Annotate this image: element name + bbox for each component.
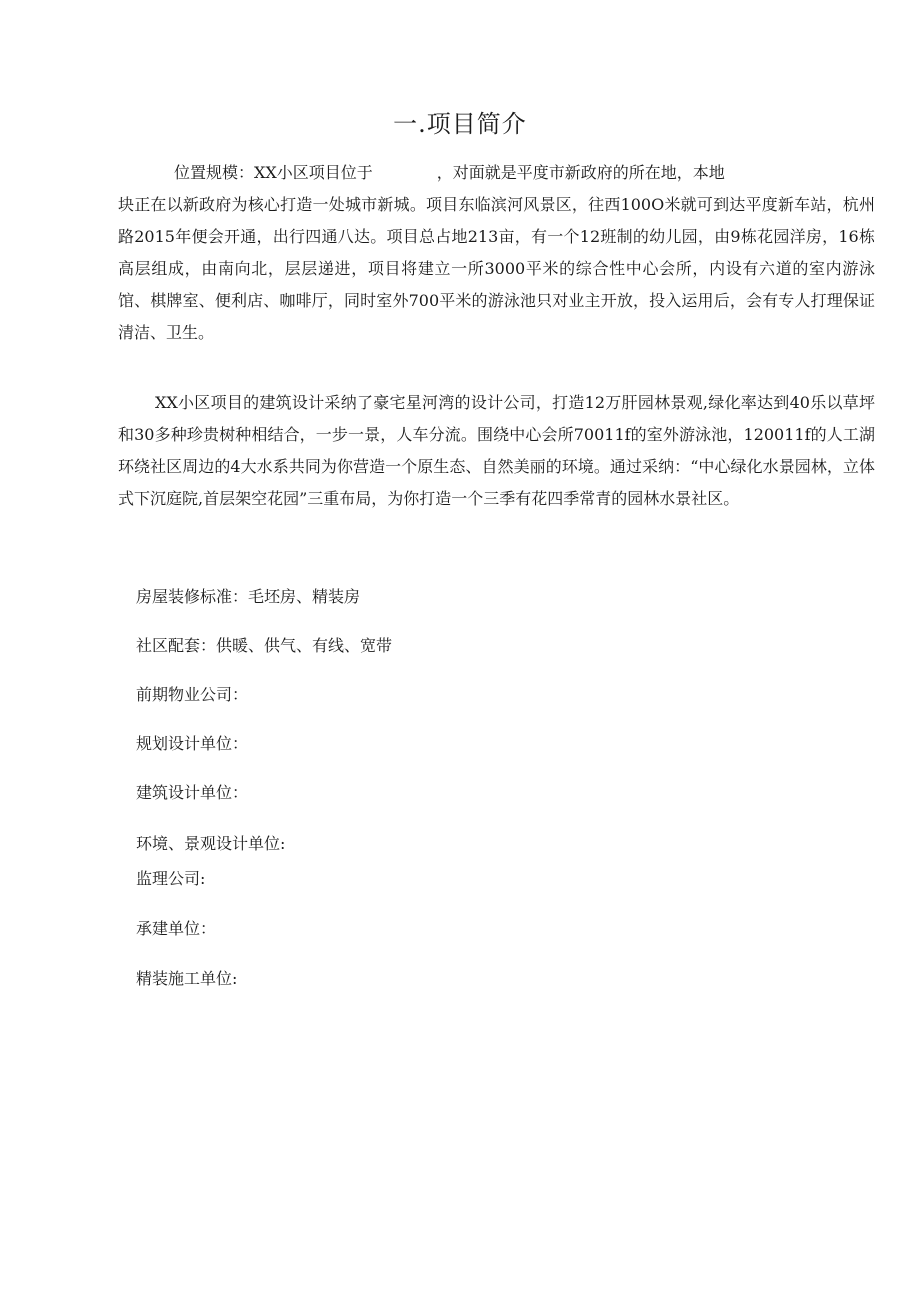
field-supervision-company: 监理公司: [136,869,206,888]
field-community-facilities: 社区配套：供暖、供气、有线、宽带 [136,636,393,655]
location-line1-start: 位置规模：XX小区项目位于 [174,163,373,182]
field-planning-designer: 规划设计单位： [136,734,249,753]
field-landscape-designer: 环境、景观设计单位: [136,834,286,853]
location-line1-end: ，对面就是平度市新政府的所在地，本地 [436,163,725,182]
field-decoration-standard: 房屋装修标准：毛坯房、精装房 [136,587,361,606]
field-fitout-contractor: 精装施工单位: [136,969,238,988]
field-architecture-designer: 建筑设计单位： [136,783,249,802]
location-rest: 块正在以新政府为核心打造一处城市新城。项目东临滨河风景区，往西100O米就可到达平度新车站，杭州路2015年便会开通，出行四通八达。项目总占地213亩，有一个12班制的幼儿园，由9栋花园洋房，16栋高层组成，由南向北，层层递进，项目将建立一所3000平米的综合性中心会所，内设有六道的室内游泳馆、棋牌室、便利店、咖啡厅，同时室外700平米的游泳池只对业主开放，投入运用后，会有专人打理保证清洁、卫生。 [118,195,875,342]
location-paragraph [118,157,875,349]
field-property-company: 前期物业公司： [136,685,249,704]
page-title: 一.项目简介 [393,110,527,138]
design-paragraph: XX小区项目的建筑设计采纳了豪宅星河湾的设计公司，打造12万肝园林景观,绿化率达到40乐以草坪和30多种珍贵树种相结合，一步一景，人车分流。围绕中心会所70011f的室外游泳池，120011f的人工湖环绕社区周边的4大水系共同为你营造一个原生态、自然美丽的环境。通过采纳：“中心绿化水景园林，立体式下沉庭院,首层架空花园”三重布局，为你打造一个三季有花四季常青的园林水景社区。 [118,393,875,508]
field-contractor: 承建单位： [136,919,217,938]
location-first-line [118,157,875,189]
